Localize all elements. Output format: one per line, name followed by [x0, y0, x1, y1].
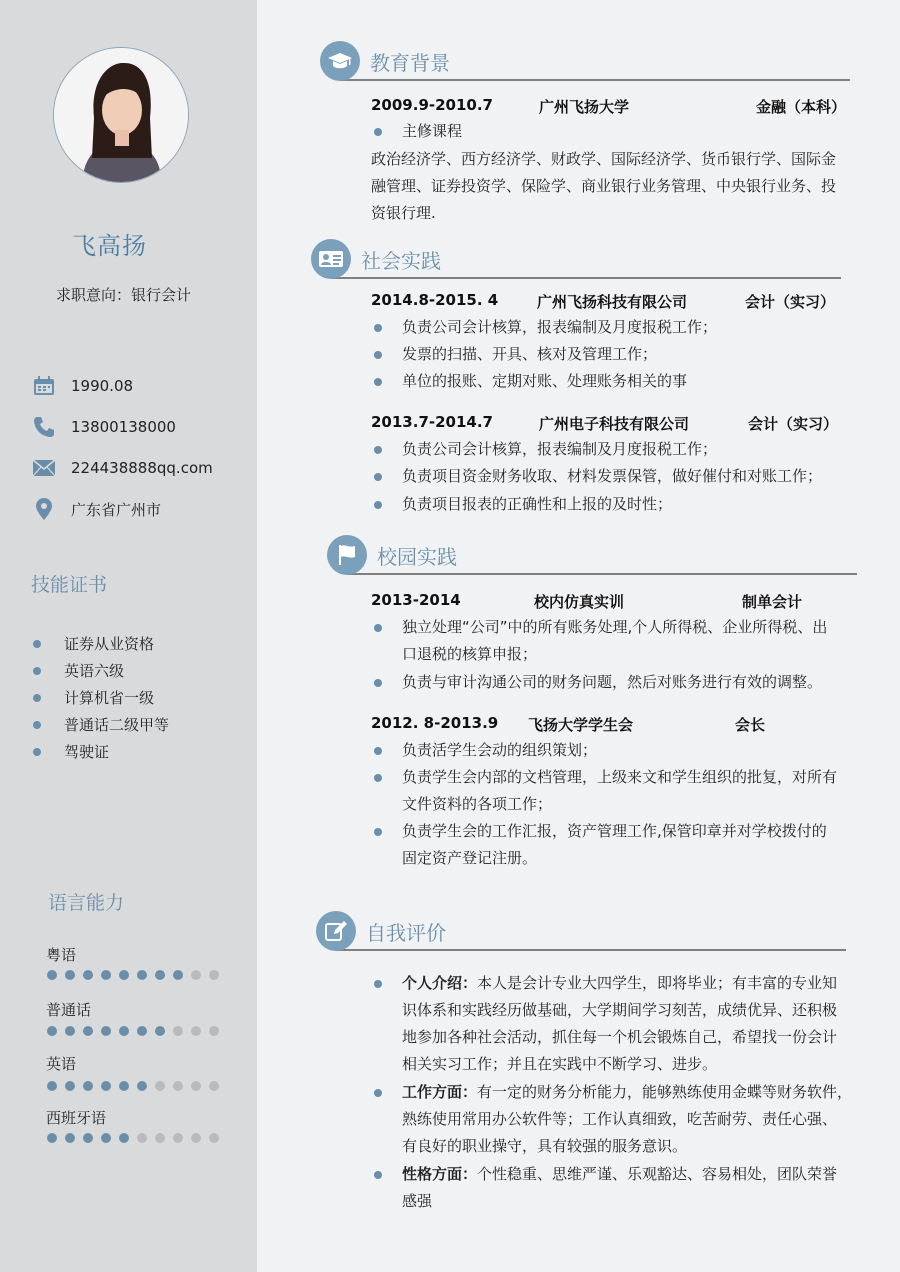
id-card-icon	[311, 239, 351, 279]
level-dot-empty	[173, 1133, 183, 1143]
level-dot-empty	[209, 1026, 219, 1036]
education-school: 广州飞扬大学	[539, 98, 630, 116]
level-dot-filled	[137, 1026, 147, 1036]
list-item	[371, 436, 861, 463]
job-period: 2013.7-2014.7	[371, 413, 493, 431]
campus-org: 校内仿真实训	[534, 593, 625, 611]
duty-text: 发票的扫描、开具、核对及管理工作；	[402, 345, 658, 363]
skills-list	[30, 630, 169, 765]
contact-text: 1990.08	[71, 377, 134, 395]
list-item	[371, 118, 861, 145]
language-name: 粤语	[46, 946, 77, 964]
skill-text: 计算机省一级	[64, 689, 155, 707]
level-dot-filled	[47, 1081, 57, 1091]
list-item	[371, 463, 861, 490]
mail-icon	[32, 456, 56, 480]
text-line: 融管理、证券投资学、保险学、商业银行业务管理、中央银行业务、投	[371, 177, 837, 195]
bullet-dot	[374, 828, 382, 836]
list-item	[371, 368, 861, 395]
sidebar	[0, 0, 257, 1272]
job-row	[371, 291, 861, 311]
level-dot-filled	[119, 1133, 129, 1143]
bullet-dot	[33, 721, 41, 729]
language-name: 西班牙语	[46, 1109, 107, 1127]
level-dot-empty	[191, 1081, 201, 1091]
list-item	[371, 669, 861, 696]
level-dot-filled	[65, 1026, 75, 1036]
text-line	[402, 1079, 861, 1106]
text-line: 感强	[402, 1192, 433, 1210]
list-item	[30, 738, 169, 765]
list-item	[371, 1079, 861, 1160]
section-title: 社会实践	[361, 249, 441, 273]
text-line: 地参加各种社会活动，抓住每一个机会锻炼自己，希望找一份会计	[402, 1028, 838, 1046]
duty-text: 负责公司会计核算，报表编制及月度报税工作；	[402, 440, 718, 458]
bullet-dot	[33, 748, 41, 756]
text-line	[402, 970, 861, 997]
list-item	[371, 614, 861, 668]
level-dot-empty	[191, 1026, 201, 1036]
avatar	[53, 47, 189, 183]
skill-text: 英语六级	[64, 662, 125, 680]
phone-icon	[32, 415, 56, 439]
duty-text: 负责学生会内部的文档管理，上级来文和学生组织的批复，对所有	[402, 768, 838, 786]
education-row	[371, 96, 861, 116]
bullet-dot	[374, 747, 382, 755]
courses-text	[371, 146, 863, 227]
job-role: 会计（实习）	[745, 293, 836, 311]
level-dot-filled	[101, 1081, 111, 1091]
level-dot-empty	[155, 1081, 165, 1091]
item-label: 性格方面：	[402, 1165, 478, 1183]
contact-location	[32, 496, 252, 522]
job-row	[371, 413, 861, 433]
skill-text: 普通话二级甲等	[64, 716, 170, 734]
level-dot-filled	[101, 970, 111, 980]
bullet-dot	[374, 324, 382, 332]
edit-icon	[316, 911, 356, 951]
list-item	[30, 684, 169, 711]
bullet-dot	[374, 128, 382, 136]
level-dot-filled	[65, 970, 75, 980]
list-item	[371, 341, 861, 368]
campus-org: 飞扬大学学生会	[528, 716, 634, 734]
education-major: 金融（本科）	[756, 98, 847, 116]
contact-birth	[32, 373, 252, 399]
level-dot-empty	[191, 970, 201, 980]
text-line: 相关实习工作；并且在实践中不断学习、进步。	[402, 1055, 718, 1073]
level-dot-filled	[83, 970, 93, 980]
level-dot-empty	[209, 1133, 219, 1143]
graduation-cap-icon	[320, 41, 360, 81]
list-item	[371, 314, 861, 341]
level-dot-filled	[83, 1026, 93, 1036]
duty-text: 独立处理“公司”中的所有账务处理,个人所得税、企业所得税、出	[402, 618, 828, 636]
location-icon	[32, 497, 56, 521]
text-line: 政治经济学、西方经济学、财政学、国际经济学、货币银行学、国际金	[371, 150, 837, 168]
level-dot-empty	[209, 1081, 219, 1091]
duty-text: 负责项目报表的正确性和上报的及时性；	[402, 495, 673, 513]
skill-text: 证券从业资格	[64, 635, 155, 653]
level-dot-filled	[137, 970, 147, 980]
calendar-icon	[32, 374, 56, 398]
item-text: 个性稳重、思维严谨、乐观豁达、容易相处，团队荣誉	[477, 1165, 838, 1183]
level-dot-filled	[101, 1026, 111, 1036]
list-item	[371, 970, 861, 1078]
level-dot-empty	[173, 1081, 183, 1091]
list-item	[30, 657, 169, 684]
list-item	[30, 630, 169, 657]
language-level	[47, 1133, 219, 1143]
bullet-dot	[374, 774, 382, 782]
languages-title: 语言能力	[48, 892, 125, 914]
item-text: 有一定的财务分析能力，能够熟练使用金蝶等财务软件，	[477, 1083, 853, 1101]
job-intent: 求职意向：银行会计	[56, 286, 192, 304]
language-level	[47, 1081, 219, 1091]
section-title: 教育背景	[370, 51, 450, 75]
item-label: 个人介绍：	[402, 974, 478, 992]
language-name: 普通话	[46, 1001, 92, 1019]
level-dot-empty	[155, 1133, 165, 1143]
duty-text: 单位的报账、定期对账、处理账务相关的事	[402, 372, 688, 390]
text-line: 资银行理.	[371, 204, 436, 222]
level-dot-filled	[119, 1081, 129, 1091]
bullet-dot	[374, 1171, 382, 1179]
level-dot-filled	[119, 1026, 129, 1036]
item-label: 工作方面：	[402, 1083, 478, 1101]
text-line: 熟练使用常用办公软件等；工作认真细致，吃苦耐劳、责任心强、	[402, 1110, 838, 1128]
duty-text: 负责学生会的工作汇报，资产管理工作,保管印章并对学校拨付的	[402, 822, 827, 840]
bullet-dot	[374, 1089, 382, 1097]
campus-row	[371, 591, 861, 611]
duty-text: 负责项目资金财务收取、材料发票保管，做好催付和对账工作；	[402, 467, 823, 485]
level-dot-filled	[65, 1133, 75, 1143]
list-item	[371, 737, 861, 764]
level-dot-filled	[83, 1133, 93, 1143]
language-level	[47, 1026, 219, 1036]
level-dot-filled	[155, 970, 165, 980]
education-period: 2009.9-2010.7	[371, 96, 493, 114]
list-item	[30, 711, 169, 738]
course-label: 主修课程	[402, 122, 463, 140]
item-text: 本人是会计专业大四学生，即将毕业；有丰富的专业知	[477, 974, 838, 992]
bullet-dot	[374, 980, 382, 988]
campus-period: 2012. 8-2013.9	[371, 714, 499, 732]
level-dot-empty	[173, 1026, 183, 1036]
duty-text: 负责公司会计核算，报表编制及月度报税工作；	[402, 318, 718, 336]
level-dot-empty	[209, 970, 219, 980]
bullet-dot	[374, 446, 382, 454]
level-dot-empty	[137, 1133, 147, 1143]
skill-text: 驾驶证	[64, 743, 110, 761]
bullet-dot	[374, 501, 382, 509]
level-dot-filled	[83, 1081, 93, 1091]
bullet-dot	[33, 640, 41, 648]
duty-text: 固定资产登记注册。	[402, 849, 538, 867]
duty-text: 口退税的核算申报；	[402, 645, 538, 663]
job-period: 2014.8-2015. 4	[371, 291, 499, 309]
bullet-dot	[374, 473, 382, 481]
list-item	[371, 818, 861, 872]
bullet-dot	[33, 667, 41, 675]
list-item	[371, 1161, 861, 1215]
language-level	[47, 970, 219, 980]
level-dot-filled	[65, 1081, 75, 1091]
level-dot-filled	[101, 1133, 111, 1143]
job-role: 会计（实习）	[748, 415, 839, 433]
level-dot-filled	[173, 970, 183, 980]
duty-text: 负责活学生会动的组织策划；	[402, 741, 598, 759]
section-title: 自我评价	[366, 921, 446, 945]
list-item	[371, 764, 861, 818]
contact-text: 13800138000	[71, 418, 176, 436]
level-dot-filled	[137, 1081, 147, 1091]
bullet-dot	[374, 351, 382, 359]
campus-role: 制单会计	[742, 593, 803, 611]
level-dot-filled	[47, 1133, 57, 1143]
campus-row	[371, 714, 861, 734]
flag-icon	[327, 535, 367, 575]
contact-phone	[32, 414, 252, 440]
contact-email	[32, 455, 252, 481]
level-dot-filled	[47, 1026, 57, 1036]
bullet-dot	[33, 694, 41, 702]
duty-text: 负责与审计沟通公司的财务问题，然后对账务进行有效的调整。	[402, 673, 823, 691]
contact-text: 广东省广州市	[71, 500, 162, 519]
campus-role: 会长	[735, 716, 766, 734]
language-name: 英语	[46, 1055, 77, 1073]
level-dot-filled	[119, 970, 129, 980]
bullet-dot	[374, 378, 382, 386]
level-dot-empty	[191, 1133, 201, 1143]
text-line: 有良好的职业操守，具有较强的服务意识。	[402, 1137, 688, 1155]
section-title: 校园实践	[377, 545, 457, 569]
job-org: 广州飞扬科技有限公司	[537, 293, 688, 311]
text-line	[402, 1161, 861, 1188]
level-dot-filled	[47, 970, 57, 980]
duty-text: 文件资料的各项工作；	[402, 795, 553, 813]
text-line: 识体系和实践经历做基础，大学期间学习刻苦，成绩优异、还积极	[402, 1001, 838, 1019]
bullet-dot	[374, 679, 382, 687]
level-dot-filled	[155, 1026, 165, 1036]
list-item	[371, 491, 861, 518]
profile-name: 飞高扬	[72, 232, 147, 260]
contact-text: 224438888qq.com	[71, 459, 213, 477]
skills-title: 技能证书	[31, 574, 108, 596]
job-org: 广州电子科技有限公司	[539, 415, 690, 433]
campus-period: 2013-2014	[371, 591, 461, 609]
bullet-dot	[374, 624, 382, 632]
